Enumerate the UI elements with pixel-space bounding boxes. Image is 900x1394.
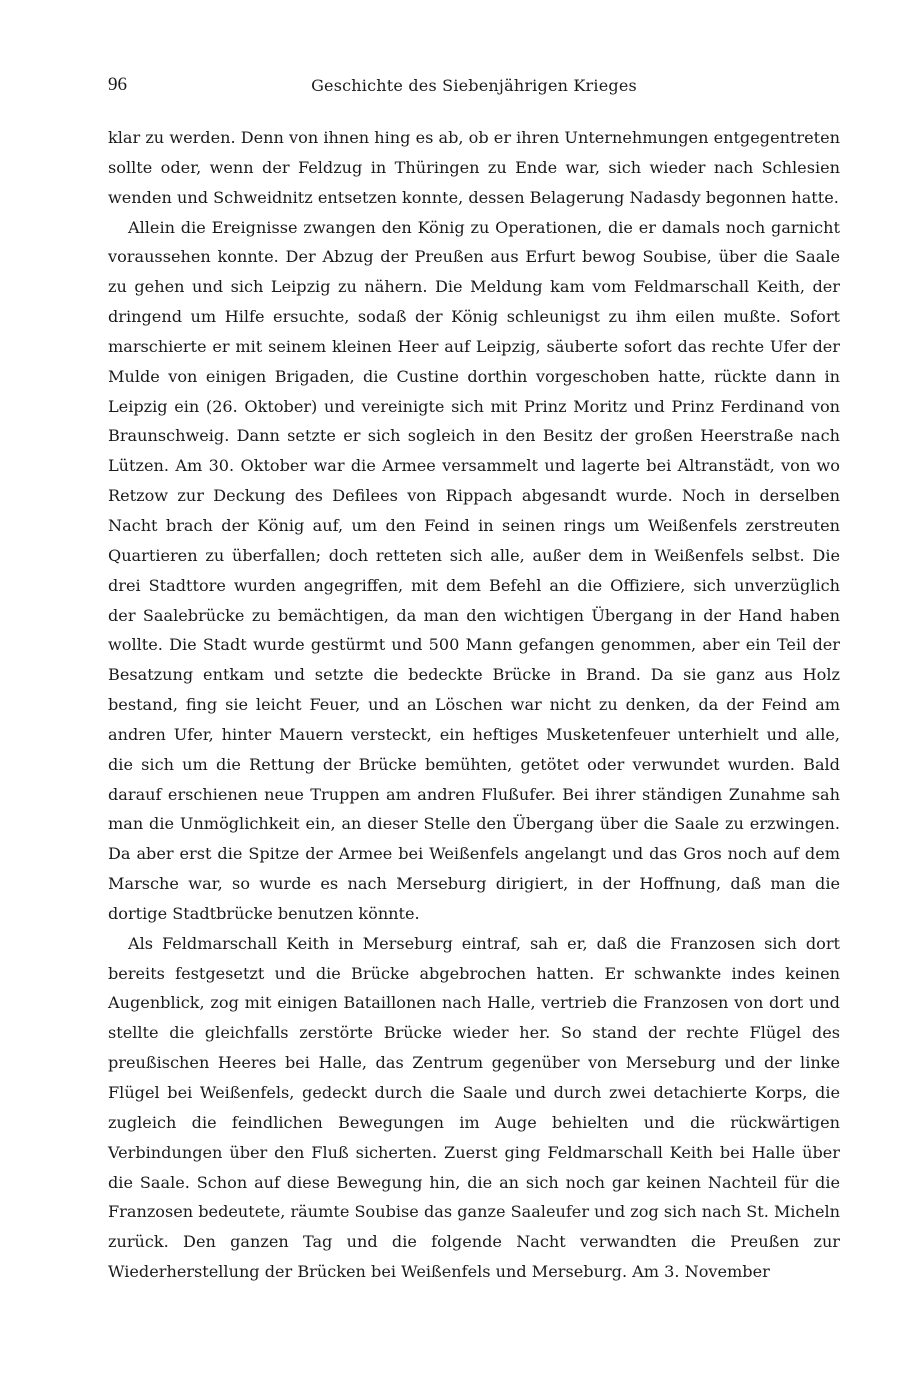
body-text [108, 123, 840, 1287]
paragraph-keith-merseburg: Als Feldmarschall Keith in Merseburg eintraf, sah er, daß die Franzosen sich dort bereits festgesetzt und die Brücke abgebrochen hatten. Er schwankte indes keinen Augenblick, zog mit einigen Bataillonen nach Halle, vertrieb die Franzosen von dort und stellte die gleichfalls zerstörte Brücke wieder her. So stand der rechte Flügel des preußischen Heeres bei Halle, das Zentrum gegenüber von Merseburg und der linke Flügel bei Weißenfels, gedeckt durch die Saale und durch zwei detachierte Korps, die zugleich die feindlichen Bewegungen im Auge behielten und die rückwärtigen Verbindungen über den Fluß sicherten. Zuerst ging Feldmarschall Keith bei Halle über die Saale. Schon auf diese Bewegung hin, die an sich noch gar keinen Nachteil für die Franzosen bedeutete, räumte Soubise das ganze Saaleufer und zog sich nach St. Micheln zurück. Den ganzen Tag und die folgende Nacht verwandten die Preußen zur Wiederherstellung der Brücken bei Weißenfels und Merseburg. Am 3. November [108, 933, 840, 1282]
page-number: 96 [108, 74, 127, 95]
running-title: Geschichte des Siebenjährigen Krieges [311, 76, 637, 95]
page-header [108, 74, 840, 104]
paragraph-operations: Allein die Ereignisse zwangen den König zu Operationen, die er damals noch garnicht voraussehen konnte. Der Abzug der Preußen aus Erfurt bewog Soubise, über die Saale zu gehen und sich Leipzig zu nähern. Die Meldung kam vom Feldmarschall Keith, der dringend um Hilfe ersuchte, sodaß der König schleunigst zu ihm eilen mußte. Sofort marschierte er mit seinem kleinen Heer auf Leipzig, säuberte sofort das rechte Ufer der Mulde von einigen Brigaden, die Custine dorthin vorgeschoben hatte, rückte dann in Leipzig ein (26. Oktober) und vereinigte sich mit Prinz Moritz und Prinz Ferdinand von Braunschweig. Dann setzte er sich sogleich in den Besitz der großen Heerstraße nach Lützen. Am 30. Oktober war die Armee versammelt und lagerte bei Altranstädt, von wo Retzow zur Deckung des Defilees von Rippach abgesandt wurde. Noch in derselben Nacht brach der König auf, um den Feind in seinen rings um Weißenfels zerstreuten Quartieren zu überfallen; doch retteten sich alle, außer dem in Weißenfels selbst. Die drei Stadttore wurden angegriffen, mit dem Befehl an die Offiziere, sich unverzüglich der Saalebrücke zu bemächtigen, da man den wichtigen Übergang in der Hand haben wollte. Die Stadt wurde gestürmt und 500 Mann gefangen genommen, aber ein Teil der Besatzung entkam und setzte die bedeckte Brücke in Brand. Da sie ganz aus Holz bestand, fing sie leicht Feuer, und an Löschen war nicht zu denken, da der Feind am andren Ufer, hinter Mauern versteckt, ein heftiges Musketenfeuer unterhielt und alle, die sich um die Rettung der Brücke bemühten, getötet oder verwundet wurden. Bald darauf erschienen neue Truppen am andren Flußufer. Bei ihrer ständigen Zunahme sah man die Unmöglichkeit ein, an dieser Stelle den Übergang über die Saale zu erzwingen. Da aber erst die Spitze der Armee bei Weißenfels angelangt und das Gros noch auf dem Marsche war, so wurde es nach Merseburg dirigiert, in der Hoffnung, daß man die dortige Stadtbrücke benutzen könnte. [108, 217, 840, 923]
paragraph-continuation: klar zu werden. Denn von ihnen hing es ab, ob er ihren Unternehmungen entgegentreten sollte oder, wenn der Feldzug in Thüringen zu Ende war, sich wieder nach Schlesien wenden und Schweidnitz entsetzen konnte, dessen Belagerung Nadasdy begonnen hatte. [108, 128, 840, 207]
